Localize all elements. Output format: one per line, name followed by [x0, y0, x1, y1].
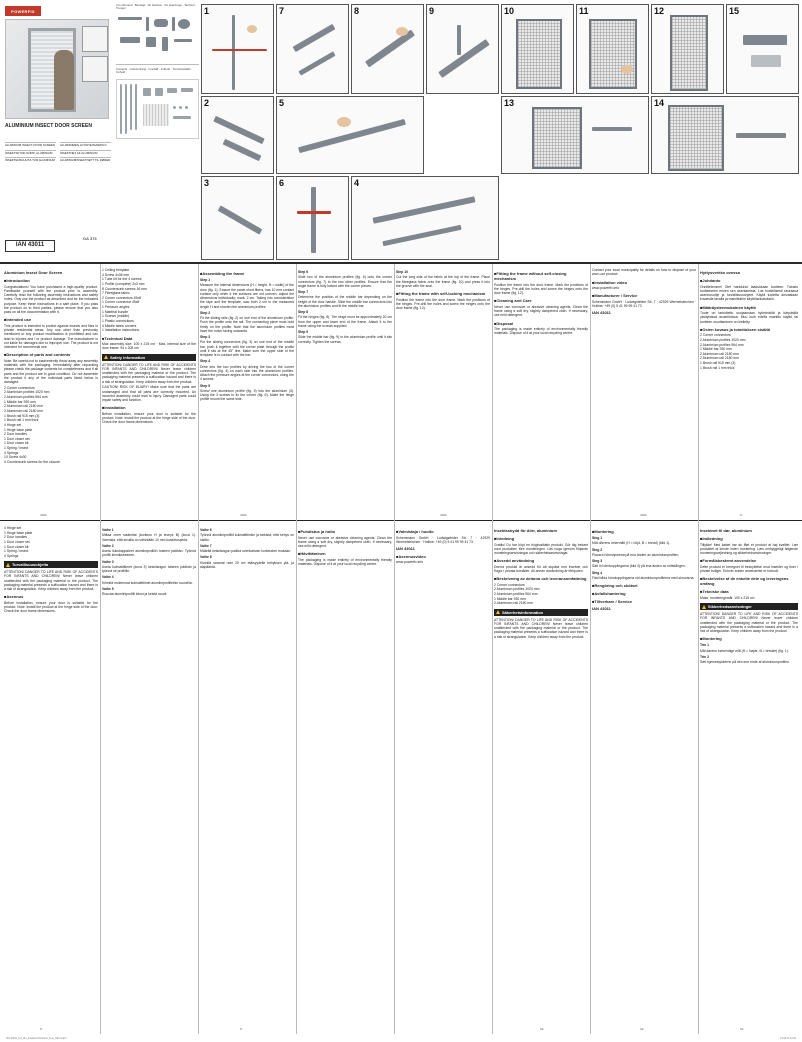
step-text: Drive into the two profiles by driving the two of the corner connectors (fig. 4) on each side into the aluminium profiles. Attach the pressure angles at the corner connectors, using the 4 screws.	[200, 364, 294, 382]
cover-panel	[3, 4, 113, 260]
sv-intro-text: Grattis! Du har köpt en högkvalitativ produkt. Gör dig bekant med produkten före monteringen. Läs noga igenom följande monteringsanvisningar och säkerhetsanvisningar.	[494, 542, 588, 555]
list-item: 2 Aluminium profiles 1020 mm	[494, 587, 540, 592]
en-mesh-text-2: Position the frame into the door frame. Mark the positions of the hinges. Pre-drill the holes and screw the hinges onto the door frame (fig. 12).	[494, 282, 588, 295]
sv-use-text: Denna produkt är avsedd för att skydda mot insekter och flugor i privata bostäder. All annan användning är förbjuden.	[494, 564, 588, 573]
step-heading: Step 7	[298, 290, 309, 294]
page-number: GB/IE	[240, 514, 247, 517]
list-item: 4 Hinge set	[4, 422, 22, 427]
cover-lang-no: ALUMINIUMINSEKTNETT TIL DØRER	[60, 158, 111, 163]
list-item: 1 Ceiling template	[102, 268, 130, 272]
en-column-2	[102, 268, 196, 516]
figure-number: 10	[504, 6, 515, 16]
en-install-heading: ■ Installation	[102, 405, 196, 410]
figure-12	[651, 4, 724, 94]
list-item: 1 Brush rail 1 mm thick	[700, 365, 735, 370]
step-heading: Vaihe 3	[102, 559, 114, 564]
column-divider	[296, 264, 297, 1034]
sv-title: Insektsskydd för dörr, aluminium	[494, 528, 557, 533]
list-item: 1 Spring / insect	[4, 549, 29, 554]
en-disposal-heading: ■ Disposal	[494, 321, 588, 326]
en-video-heading: ■ Installation video	[592, 280, 696, 285]
page-number: GB/IE	[640, 514, 647, 517]
en-desc-text: Note: Be careful not to inadvertently throw away any assembly materials with the packaging. Immediately after unpacking please check the package contents for completeness and if all parts and the product are in good condition. Do not assemble the product if any of the individual parts listed below is damaged.	[4, 358, 98, 384]
step-text: Mål dørens indvendige mål (H = højde, B = bredde) (fig. 1).	[700, 648, 789, 653]
en-mfr-text: Schemmann GmbH · Ludwigsfelder Str. 7 · 42929 Wermelskirchen · Hotline: +49 (0) 5 41 99 99 41 73	[592, 299, 696, 308]
list-item: 1 Middle bar 930 mm	[494, 596, 526, 601]
figure-number: 14	[654, 98, 665, 108]
list-item: 1 Profile (complete) 2x3 mm	[102, 281, 145, 286]
step-heading: Vaihe 8	[200, 555, 212, 560]
step-heading: Steg 4	[592, 570, 603, 575]
list-item: 2 Door handles	[4, 432, 27, 437]
figure-2	[201, 96, 274, 174]
parts-illustration	[116, 79, 199, 139]
en-ian: IAN 43011	[592, 309, 611, 315]
step-heading: Step 6	[298, 270, 309, 274]
list-item: 1 Pressure angles	[102, 305, 130, 310]
figure-number: 6	[279, 178, 285, 188]
step-text: Placera hörnstyckena på ena änden av aluminiumprofilen.	[592, 552, 680, 557]
step-text: Slide two of the aluminium profiles (fig. 6) onto the corner connectors (fig. 7) to the two other profiles. Ensure that the angle frame is fully locked with the corner pieces.	[298, 275, 392, 288]
list-item: 2 Corner connectors	[700, 333, 731, 338]
en-disposal-text: The packaging is made entirely of environmentally friendly materials. Dispose of it at your local recycling centre.	[494, 327, 588, 336]
list-item: 2 Corner connectors 45x8	[102, 295, 142, 300]
ga-code: GA 373	[83, 236, 97, 241]
screw-part	[185, 106, 188, 109]
fi-column-1	[700, 268, 798, 516]
list-item: 1 Hinge base plate	[4, 427, 33, 432]
figure-10	[501, 4, 574, 94]
da-install-heading: ■ Montering	[700, 636, 798, 641]
fi-use-text: Tuote on tarkoitettu suojaamaan hyönteisiltä ja kärpäsiltä yksityisissä asuintiloissa. Muu kuin edellä mainittu käyttö tai tuotteen muuttaminen on kielletty.	[700, 311, 798, 324]
step-text: Measure the internal dimensions (H = height, B = width) of the door (fig. 1). Ensure the panel short fibers, has 10 mm contact surface only when it the surfaces are not uneven, adjust the dimensions individually; mark. 2 cm. Taking into consideration the tape and the template, saw both 2 cm in the measured length H and shorten the aluminium profiles.	[200, 283, 294, 309]
en-safety-text: ATTENTION! DANGER TO LIFE AND RISK OF ACCIDENTS FOR INFANTS AND CHILDREN! Never leave children unattended with the packaging material or the product. The packaging material presents a suffocation hazard and there is a risk of strangulation. Keep children away from the product.	[102, 362, 196, 384]
fi-parts-list-2	[4, 526, 98, 558]
mesh-roll-part	[143, 104, 169, 126]
list-item: 2 Aluminium profiles 1020 mm	[4, 390, 50, 395]
list-item: 4 Screw 4x35 mm	[102, 272, 130, 277]
tape-measure-icon	[178, 19, 190, 29]
step-heading: Steg 2	[592, 547, 603, 552]
screwdriver-icon	[146, 17, 149, 31]
list-item: 2 Aluminium profiles 964 mm	[4, 395, 48, 400]
step-text: Put the sliding connectors (fig. 3) on one end of the middle bar, push it together with the corner plate through the profile until it sits at the 45° line. Make sure the upper side of the template is in contact with the bar.	[200, 340, 294, 357]
step-heading: Vaihe 2	[102, 543, 114, 548]
product-photo	[5, 19, 109, 119]
page-number: SE	[640, 1028, 644, 1031]
handle-part	[181, 88, 193, 92]
column-divider	[198, 264, 199, 1034]
fi-disposal-text: The packaging is made entirely of environmentally friendly materials. Dispose of it at your local recycling centre.	[298, 557, 392, 566]
level-icon	[174, 39, 192, 42]
step-heading: Step 2	[200, 310, 211, 315]
list-item: 4 Countersunk screws for the closure	[4, 460, 60, 464]
figure-number: 12	[654, 6, 665, 16]
hammer-icon	[146, 37, 156, 47]
step-text: Screw one aluminium profile (fig. 5) into the aluminium (3). Using the 3 screws to fix the corner (fig. 6). Make the hinge profile mount the same side.	[200, 388, 294, 402]
drill-icon	[154, 19, 168, 27]
list-item: 4 Middle fabric corners	[102, 323, 137, 328]
parts-panel	[116, 4, 199, 260]
en-parts-list-2	[102, 268, 196, 333]
step-text: Fit the hinges (fig. 8). The hinge must be approximately 20 cm from the upper and lower end of the frame. Attach it to the frame using the screws supplied.	[298, 315, 392, 328]
step-text: Ruuvaa alumiiniprofiili kiinni ja kiristä ruuvit.	[102, 592, 168, 596]
fi-install-text: Before installation, ensure your door is suitable for the product. Note: Install the product at the hinge side of the door. Check the door frame dimensions.	[4, 600, 98, 614]
screw-part	[173, 106, 176, 109]
list-item: 2 Aluminium rail 2180 mm	[700, 356, 740, 361]
sv-disposal-heading: ■ Avfallshantering	[592, 591, 696, 596]
step-heading: Steg 3	[592, 559, 603, 563]
corner-connector-part	[155, 88, 163, 96]
step-text: Mät dörrens innermått (H = höjd, B = bredd) (bild 1).	[592, 541, 671, 546]
figure-5	[276, 96, 424, 174]
step-text: Aseta kulmaliittimet (kuva 3) keskitangon toiseen päähän ja työnnä se profiiliin.	[102, 564, 196, 573]
step-heading: Vaihe 6	[200, 528, 212, 532]
step-heading: Step 8	[298, 310, 309, 314]
figure-8	[351, 4, 424, 94]
en-use-heading: ■ Intended use	[4, 317, 98, 322]
step-heading: Trin 2	[700, 654, 710, 659]
fi-disposal-heading: ■ Hävittäminen	[298, 551, 392, 556]
detail-image-2	[82, 56, 108, 82]
list-item: 2 Aluminium profiles 964 mm	[700, 342, 744, 347]
warning-icon	[6, 563, 10, 567]
file-icon	[120, 37, 140, 43]
fi-safety-text: ATTENTION! DANGER TO LIFE AND RISK OF ACCIDENTS FOR INFANTS AND CHILDREN! Never leave children unattended with the packaging material or the product. The packaging material presents a suffocation hazard and there is a risk of strangulation. Keep children away from the product.	[4, 570, 98, 592]
list-item: 2 Corner connectors	[4, 385, 35, 390]
spring-part	[173, 116, 191, 119]
figure-7	[276, 4, 349, 94]
cover-lang-de: INSEKTENSCHUTZ-TÜR ALUMINIUM	[5, 158, 55, 163]
step-text: Kiinnitä saranat noin 20 cm etäisyydelle kehyksen ylä- ja alapäästä.	[200, 560, 294, 569]
da-intro-heading: ■ Indledning	[700, 536, 798, 541]
step-heading: Step 1	[200, 278, 211, 282]
list-item: 1 Material bundle	[102, 309, 129, 314]
list-item: 1 Door closer set	[4, 539, 30, 544]
figure-number: 13	[504, 98, 515, 108]
warning-icon	[496, 610, 500, 614]
cover-lang-da: INSEKTNET AF ALUMINIUM	[60, 150, 111, 156]
sv-intro-heading: ■ Inledning	[494, 536, 588, 541]
list-item: 2 Aluminium profiles 964 mm	[494, 592, 538, 597]
sv-use-heading: ■ Avsedd användning	[494, 558, 588, 563]
en-column-5	[396, 268, 490, 516]
detail-image-1	[82, 26, 108, 52]
column-divider	[394, 264, 395, 1034]
da-column-1	[700, 526, 798, 1026]
list-item: 4 Springs	[4, 450, 19, 455]
section-divider	[0, 262, 802, 264]
en-contact-text: Contact your local municipality for details on how to dispose of your worn-out product.	[592, 268, 696, 277]
fi-column-4	[200, 526, 294, 1026]
list-item: 2 Aluminium profiles 1020 mm	[700, 337, 746, 342]
page-number: FI	[240, 1028, 243, 1031]
list-item: 1 Door closer kit	[4, 544, 29, 549]
fi-desc-heading: ■ Osien kuvaus ja toimituksen sisältö	[700, 327, 798, 332]
figure-number: 7	[279, 6, 285, 16]
list-item: 2 Aluminium rail 2180 mm	[4, 404, 44, 409]
saw-icon	[118, 17, 142, 20]
en-parts-list	[4, 386, 98, 465]
en-care-text: Never use corrosive or abrasive cleaning agents. Clean the frame using a soft dry, slightly dampened cloth. If necessary, use mild detergent.	[494, 304, 588, 318]
list-item: 1 Corner connector 45x8	[102, 300, 140, 305]
figure-number: 8	[354, 6, 360, 16]
sv-install-heading: ■ Montering	[592, 529, 696, 534]
list-item: 2 Aluminium rail 2180 mm	[700, 351, 740, 356]
fi-safety-heading: Turvallisuusohjeita	[4, 561, 98, 568]
fi-care-heading: ■ Puhdistus ja hoito	[298, 529, 392, 534]
da-use-text: Dette produkt er beregnet til beskyttelse mod insekter og fluer i private boliger. Enhver anden anvendelse er forbudt.	[700, 564, 798, 573]
step-text: Työnnä alumiiniprofiilit kulmaliittimiin ja tarkista, että kehys on lukittu.	[200, 533, 294, 542]
sv-column-1	[494, 526, 588, 1026]
print-timestamp: 14.08.12 12:03	[780, 1037, 796, 1040]
step-heading: Steg 1	[592, 536, 603, 540]
list-item: 7 Fibreglass fabric	[102, 291, 130, 296]
fi-care-text: Never use corrosive or abrasive cleaning agents. Clean the frame using a soft dry, slightly dampened cloth. If necessary, use mild detergent.	[298, 535, 392, 548]
sv-desc-heading: ■ Beskrivning av delarna och leveransomfattning	[494, 576, 588, 581]
step-text: Cut the long side of the fabric at the top of the frame. Place the fibreglass fabric onto the frame (fig. 10) and press it into the groove with the seal.	[396, 275, 490, 288]
list-item: 8 Countersunk screws 16 mm	[102, 286, 147, 291]
en-use-text: This product is intended to protect against insects and flies in private residential areas. Any use other than previously mentioned or any product modification is prohibited and can lead to injuries and / or product damage. The manufacturer is not liable for damages due to improper use. The product is not intended for commercial use.	[4, 323, 98, 349]
figure-1	[201, 4, 274, 94]
hinge-part	[167, 88, 177, 93]
sv-safety-text: ATTENTION! DANGER TO LIFE AND RISK OF ACCIDENTS FOR INFANTS AND CHILDREN! Never leave children unattended with the packaging material or the product. The packaging material presents a suffocation hazard and there is a risk of strangulation. Keep children away from the product.	[494, 617, 588, 639]
page-number: GB/IE	[440, 514, 447, 517]
en-install-text: Before installation, ensure your door is suitable for the product. Note: Install the product at the hinge side of the door. Check the door frame dimensions.	[102, 411, 196, 425]
fi-video-link[interactable]: www.powerfix.info	[396, 560, 424, 564]
sv-safety-heading: Säkerhetsinformation	[494, 609, 588, 616]
brand-logo: POWERFIX	[5, 6, 41, 16]
list-item: 4 Springs	[4, 553, 19, 558]
fi-intro-text: Onnittelemme! Olet hankkinut laadukkaan tuotteen. Tutustu tuotteeseen ennen sen asentamista. Lue huolellisesti seuraava asennusohje ja turvallisuusohjeet. Käytä tuotetta ainoastaan kuvatulla tavalla ja mainittuihin käyttötarkoituksiin.	[700, 284, 798, 302]
warning-icon	[702, 605, 706, 609]
profile-part	[135, 84, 137, 130]
da-safety-heading: Sikkerhedsanvisninger	[700, 603, 798, 610]
figure-number: 11	[579, 6, 589, 16]
corner-connector-part	[143, 88, 151, 96]
sv-mfr-heading: ■ Tillverkare / Service	[592, 599, 696, 604]
step-heading: Step 5	[200, 383, 211, 388]
fi-use-heading: ■ Määräystenmukainen käyttö	[700, 305, 798, 310]
figure-number: 9	[429, 6, 435, 16]
cover-title: ALUMINIUM INSECT DOOR SCREEN	[5, 123, 92, 129]
step-heading: Vaihe 7	[200, 543, 212, 548]
print-file-name: IAN 43011_Ins_Alu_Insektenschutztuer_Tuer_LB4.indd 1	[6, 1037, 67, 1040]
en-tech-heading: ■ Technical Data	[102, 336, 196, 341]
step-text: Sæt hjørnestykkerne på den ene ende af aluminiumprofilen.	[700, 660, 790, 664]
figure-11	[576, 4, 649, 94]
list-item: 1 Hinge base plate	[4, 530, 33, 535]
list-item: 1 Middle bar 930 mm	[4, 399, 36, 404]
ian-number: IAN 43011	[5, 240, 55, 252]
en-care-heading: ■ Cleaning and Care	[494, 298, 588, 303]
cover-lang-sv: INSEKTSKYDD DÖRR, ALUMINIUM	[5, 150, 56, 156]
profile-part	[130, 84, 132, 130]
figure-4	[351, 176, 499, 260]
en-title: Aluminium Insect Door Screen	[4, 270, 63, 275]
list-item: 1 Brush rail 1 mm thick	[4, 418, 39, 423]
column-divider	[100, 264, 101, 1034]
list-item: 4 Hinge set	[4, 526, 22, 530]
figure-number: 1	[204, 6, 210, 16]
profile-part	[125, 84, 127, 134]
list-item: 1 Door closer kit	[4, 441, 29, 446]
figure-9	[426, 4, 499, 94]
page-number: DK	[740, 1028, 744, 1031]
step-text: Sätt in hörnkopplingarna (bild 3) på ena änden av mittstången.	[592, 564, 686, 569]
step-text: Aseta liukukappaleet alumiiniprofiilin toiseen päähän. Työnnä profiili kiinnikkeeseen.	[102, 549, 196, 558]
fi-video-heading: ■ Asennusvideo	[396, 554, 490, 559]
step-heading: Step 4	[200, 359, 211, 364]
list-item: 1 Door closer set	[4, 436, 30, 441]
list-item: 10 Screw 4x30	[4, 455, 27, 460]
en-column-4	[298, 268, 392, 516]
list-item: 1 Middle bar 930 mm	[700, 347, 732, 352]
step-text: Determine the position of the middle bar depending on the height of the door handle. Slide the middle bar connectors into the aluminium profiles and fit the middle bar.	[298, 295, 392, 308]
fi-mfr-text: Schemmann GmbH · Ludwigsfelder Str. 7 · 42929 Wermelskirchen · Hotline: +49 (0) 5 41 99 99 41 73	[396, 535, 490, 544]
step-heading: Vaihe 5	[102, 586, 114, 591]
list-item: 1 Installation instructions	[102, 328, 140, 333]
en-intro-text: Congratulations! You have purchased a high-quality product. Familiarise yourself with the product prior to assembly. Carefully read the following assembly instructions and safety notes. Only use the product as described and for the indicated purpose. Keep these instructions in a safe place. If you pass the product on to third parties, please ensure that you also pass on all the documentation with it.	[4, 284, 98, 314]
fi-column-3	[102, 526, 196, 1026]
da-intro-text: Tillykke! Med købet har du fået et produkt af høj kvalitet. Lær produktet at kende inden montering. Læs omhyggeligt følgende monteringsvejledning og sikkerhedsanvisninger.	[700, 542, 798, 555]
en-desc-heading: ■ Description of parts and contents	[4, 352, 98, 357]
en-assemble-heading: ■ Assembling the frame	[200, 271, 294, 276]
sv-care-heading: ■ Rengöring och skötsel	[592, 583, 696, 588]
page-number: FI	[40, 1028, 43, 1031]
step-heading: Step 9	[298, 330, 309, 334]
sv-column-2	[592, 526, 696, 1026]
fi-intro-heading: ■ Johdanto	[700, 278, 798, 283]
column-divider	[590, 264, 591, 1034]
fold-divider	[0, 520, 802, 521]
fi-column-2	[4, 526, 98, 1026]
da-safety-text: ATTENTION! DANGER TO LIFE AND RISK OF ACCIDENTS FOR INFANTS AND CHILDREN! Never leave children unattended with the packaging material or the product. The packaging material presents a suffocation hazard and there is a risk of strangulation. Keep children away from the product.	[700, 612, 798, 633]
figure-number: 3	[204, 178, 210, 188]
person-image	[54, 50, 74, 110]
list-item: 2 Aluminium rail 2180 mm	[4, 408, 44, 413]
profile-part	[120, 84, 122, 134]
figure-number: 5	[279, 98, 285, 108]
step-heading: Vaihe 4	[102, 575, 114, 580]
column-divider	[492, 264, 493, 1034]
page-number: GB/IE	[40, 514, 47, 517]
fi-column-5	[298, 526, 392, 1026]
en-mesh-heading: ■ Fitting the frame with self-locking mechanism	[396, 291, 490, 296]
figure-13	[501, 96, 649, 174]
fi-install-heading: ■ Asennus	[4, 594, 98, 599]
fi-title: Hyttysverkko ovessa	[700, 270, 740, 275]
figure-number: 2	[204, 98, 210, 108]
list-item: 2 Aluminium rail 2180 mm	[494, 601, 534, 606]
step-text: Määritä keskitangon paikka ovenkahvan korkeuden mukaan.	[200, 549, 292, 553]
step-heading: Step 3	[200, 335, 211, 339]
list-item: 1 Brush rail 915 mm (3)	[4, 413, 40, 418]
da-use-heading: ■ Formålsbestemt anvendelse	[700, 558, 798, 563]
en-tech-text: Max assembly size: 100 x 215 cm · Max. internal size of the door frame: 94 x 208 cm	[102, 342, 196, 351]
screw-part	[179, 106, 182, 109]
en-hinge-heading: ■ Fitting the frame without self-closing mechanism	[494, 271, 588, 281]
da-tech-text: Maks. monteringsmål: 100 x 215 cm	[700, 595, 755, 600]
figure-14	[651, 96, 799, 174]
fi-ian: IAN 43011	[396, 545, 415, 551]
list-item: 1 Brush rail 915 mm (3)	[700, 361, 736, 366]
fi-parts-list	[700, 333, 798, 370]
en-column-3	[200, 268, 294, 516]
cover-language-list	[5, 142, 111, 163]
en-safety-heading: Safety information	[102, 354, 196, 361]
warning-icon	[104, 355, 108, 359]
list-item: 1 Plastic connections	[102, 319, 134, 324]
cover-lang-fi: ALUMIINIMEN HYÖNTEISVERKKO	[60, 142, 111, 148]
figure-15	[726, 4, 799, 94]
en-video-link[interactable]: www.powerfix.info	[592, 286, 620, 290]
step-text: Fäst båda hörnkopplingarna vid aluminiumprofilerna med skruvarna.	[592, 575, 695, 580]
list-item: 2 Door handles	[4, 535, 27, 540]
da-desc-heading: ■ Beskrivelse af de enkelte dele og leveringens omfang	[700, 576, 798, 586]
step-text: Slide the middle bar (fig. 9) in the aluminium profile until it sits correctly. Tighten the screws.	[298, 335, 392, 344]
sv-ian: IAN 43011	[592, 605, 611, 611]
list-item: 1 Screws (middle)	[102, 314, 130, 319]
figure-number: 4	[354, 178, 360, 188]
fi-mfr-heading: ■ Valmistaja / huolto	[396, 529, 490, 534]
print-footer	[0, 1037, 802, 1040]
column-divider	[698, 264, 699, 1034]
tools-illustration	[116, 13, 199, 65]
en-safety-text-2: CAUTION! RISK OF INJURY! Make sure that the parts are undamaged and that all parts are correctly mounted. An incorrect assembly could lead to injury. Damaged parts could impair safety and function.	[102, 385, 196, 403]
step-text: Kiinnitä molemmat kulmaliittimet alumiiniprofiileihin ruuveilla.	[102, 580, 193, 585]
step-heading: Step 10	[396, 270, 409, 274]
sv-parts-list	[494, 583, 588, 606]
figure-3	[201, 176, 274, 260]
page-number: FI	[740, 514, 743, 517]
en-column-1	[4, 268, 98, 516]
list-item: 2 Corner connectors	[494, 582, 525, 587]
en-column-6	[494, 268, 588, 516]
en-column-7	[592, 268, 696, 516]
contents-note: Contents · Lieferumfang · Innehåll · Indhold · Toimitussisältö · Innhold	[116, 66, 193, 75]
fi-column-6	[396, 526, 490, 1026]
en-intro-heading: ■ Introduction	[4, 278, 98, 283]
step-heading: Trin 1	[700, 643, 710, 648]
pencil-icon	[172, 17, 175, 31]
list-item: 1 Tube kit for the 4 screws	[102, 277, 142, 282]
page-number: SE	[540, 1028, 544, 1031]
en-mfr-heading: ■ Manufacturer / Service	[592, 293, 696, 298]
cover-lang-en: ALUMINIUM INSECT DOOR SCREEN	[5, 143, 55, 147]
knife-icon	[162, 37, 168, 51]
figure-number: 15	[729, 6, 740, 16]
tools-note: You will need · Benötigt · Du behöver · Du skal bruge · Tarvitset · Trenger	[116, 3, 197, 11]
step-heading: Vaihe 1	[102, 528, 114, 532]
list-item: 1 Spring / insect	[4, 446, 29, 451]
figure-6	[276, 176, 349, 260]
step-text: Mittaa oven sisämitat (korkeus H ja leveys B) (kuva 1). Varmista, että sivuilla on vähintään 10 mm kosketuspinta.	[102, 533, 196, 542]
da-tech-heading: ■ Tekniske data	[700, 589, 798, 594]
en-mesh-text: Position the frame into the door frame. Mark the positions of the hinges. Pre-drill the holes and screw the hinges onto the door frame (fig. 12).	[396, 297, 490, 310]
step-text: Fit the sliding rails (fig. 2) on one end of the aluminium profile. Push the profile onto the rail. The connecting piece must hold firmly on the profile. Note that the aluminium profiles must have the notch facing outwards.	[200, 316, 294, 333]
da-title: Insektnet til dør, aluminium	[700, 528, 752, 533]
